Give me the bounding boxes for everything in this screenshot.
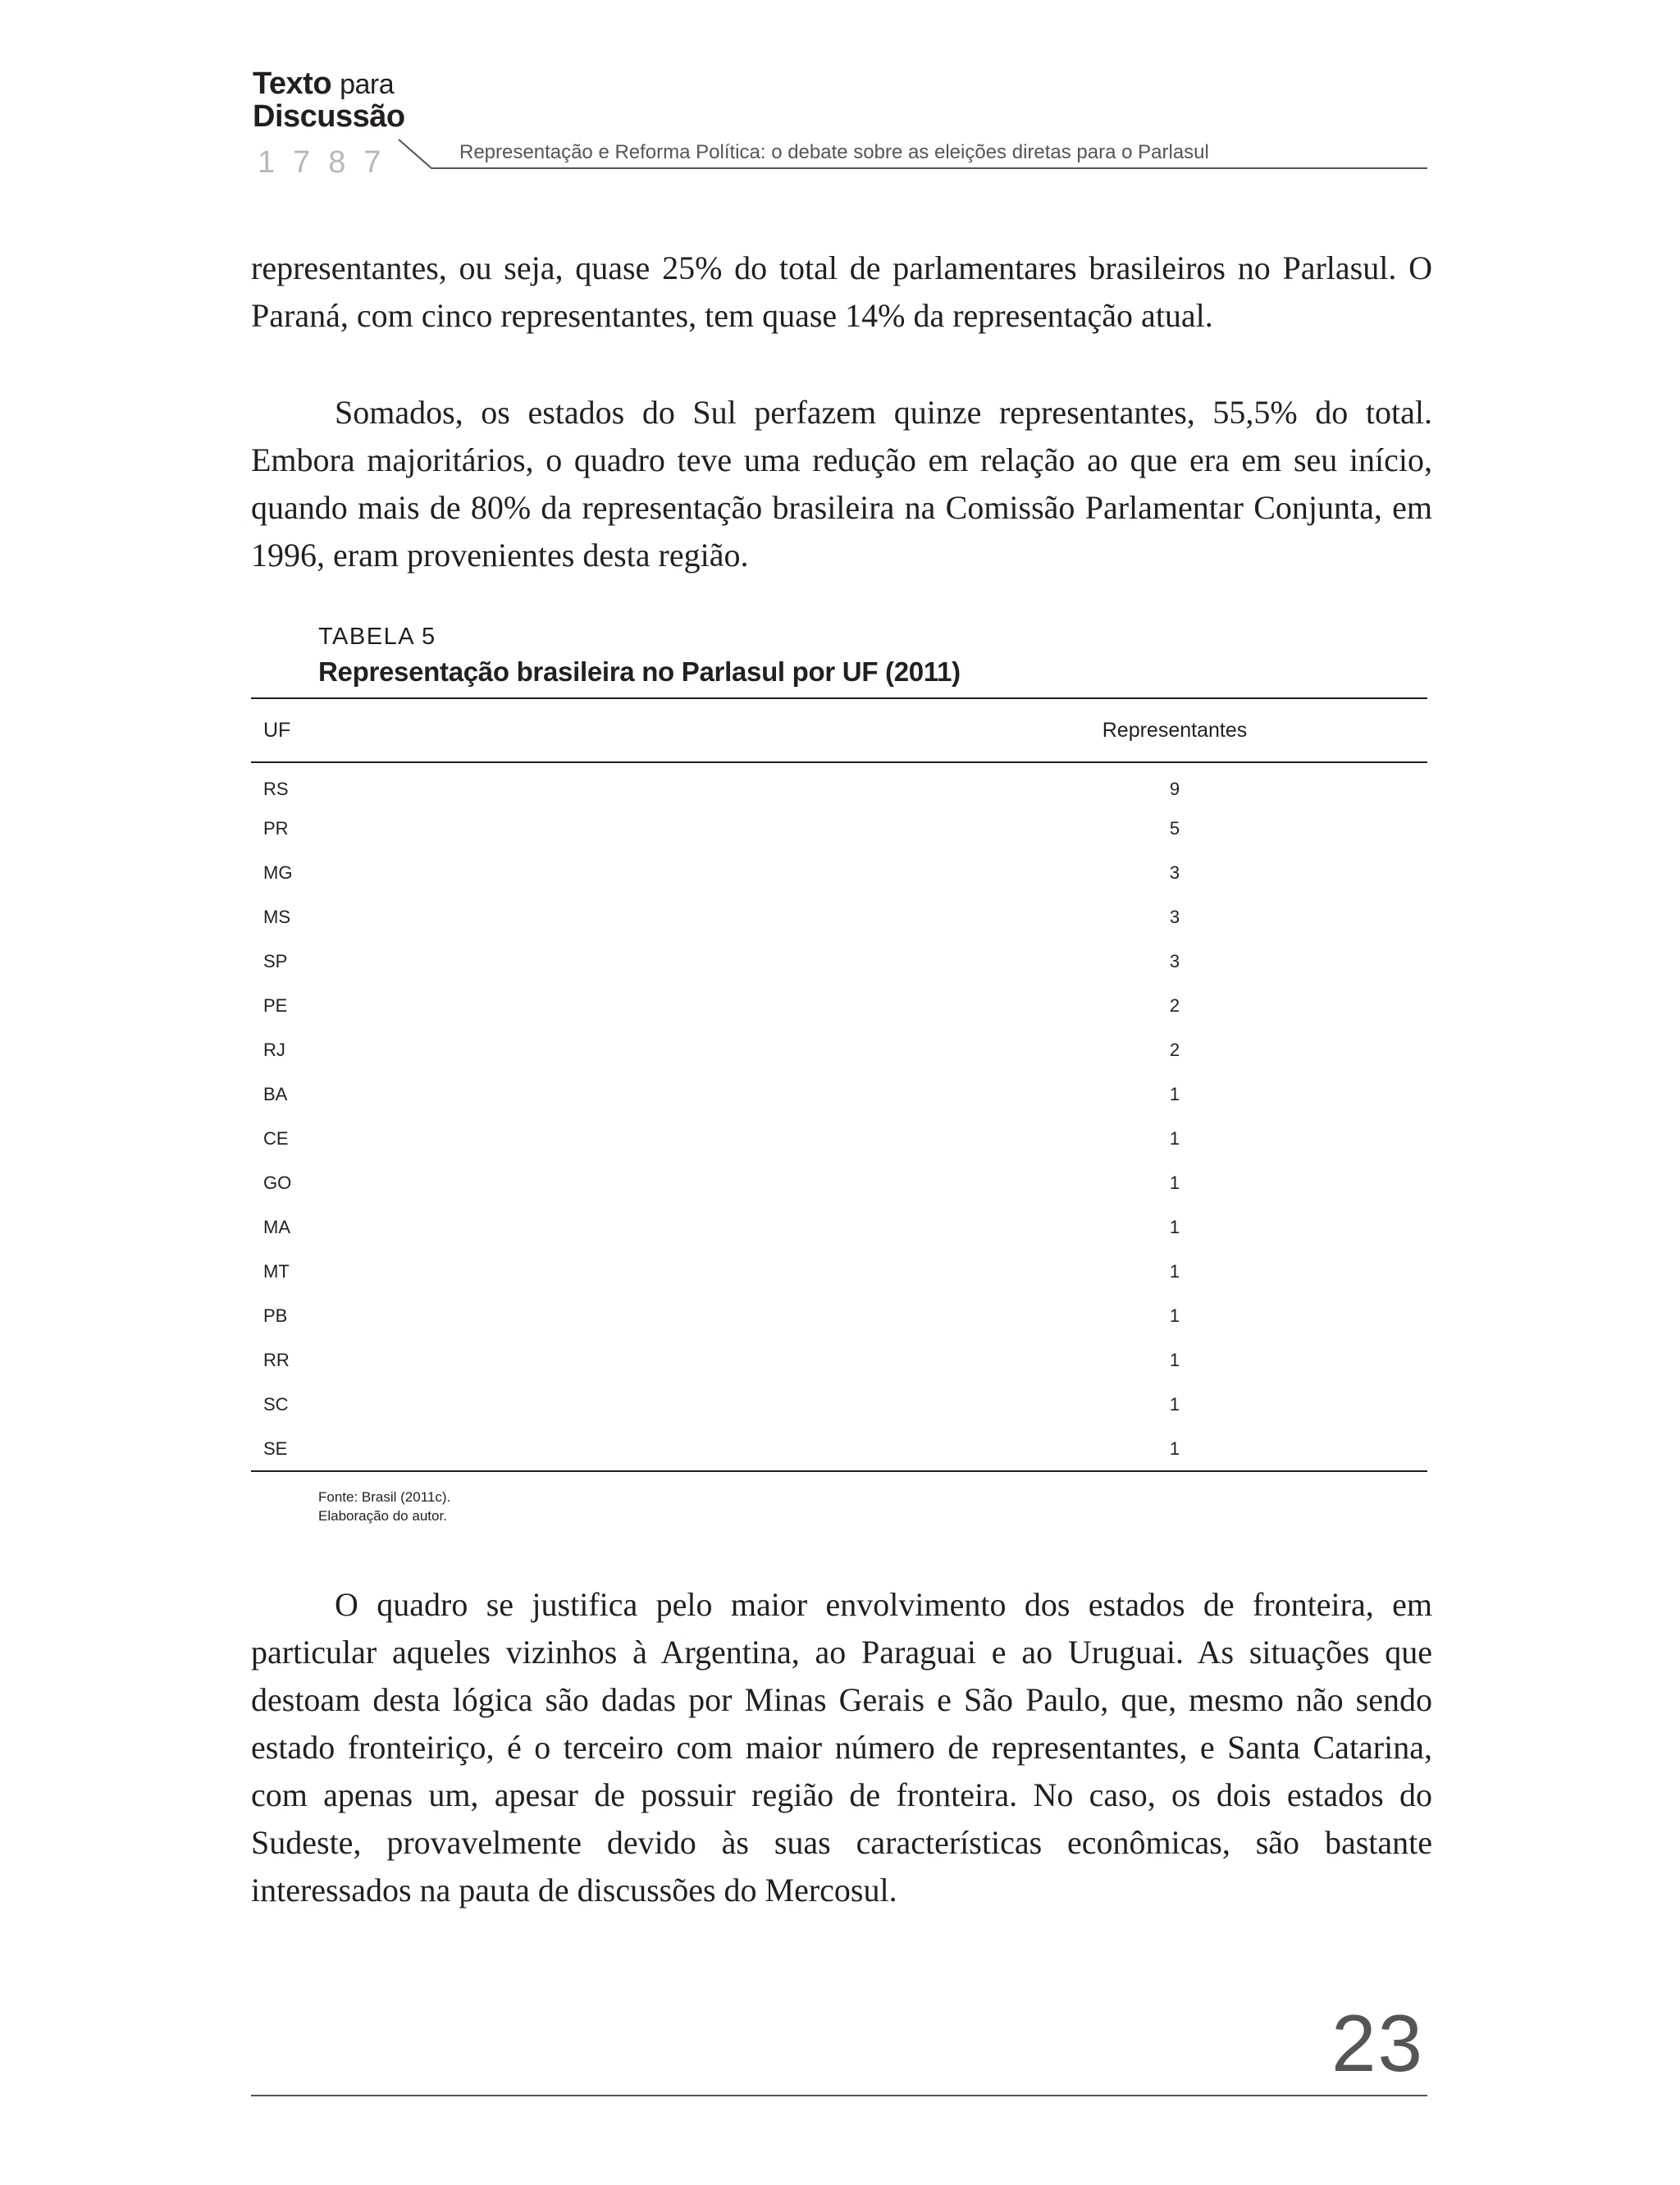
series-title-line2: Discussão: [253, 99, 405, 134]
table-row: [251, 1028, 1427, 1072]
cell-uf: SP: [263, 951, 288, 971]
cell-uf: GO: [263, 1172, 292, 1193]
cell-representantes: 1: [1169, 1350, 1180, 1370]
table-row: [251, 984, 1427, 1028]
cell-representantes: 2: [1169, 995, 1180, 1016]
table-row: [251, 939, 1427, 984]
cell-representantes: 9: [1169, 779, 1180, 799]
running-title: Representação e Reforma Política: o debate sobre as eleições diretas para o Parlasul: [459, 141, 1209, 163]
cell-representantes: 1: [1169, 1172, 1180, 1193]
paragraph-2-block: [251, 389, 1432, 579]
cell-representantes: 1: [1169, 1261, 1180, 1282]
table-row: [251, 807, 1427, 851]
cell-representantes: 1: [1169, 1217, 1180, 1237]
page-number: 23: [1331, 1998, 1424, 2088]
table-row: [251, 1427, 1427, 1471]
table-source-note: [318, 1488, 450, 1525]
column-header-representantes: Representantes: [1034, 698, 1427, 762]
table-elaboration-line: Elaboração do autor.: [318, 1508, 447, 1524]
series-title-word2: para: [340, 69, 395, 100]
issue-number: 1787: [258, 145, 399, 180]
cell-uf: CE: [263, 1128, 289, 1149]
cell-representantes: 3: [1169, 907, 1180, 927]
cell-uf: MA: [263, 1217, 290, 1237]
cell-uf: MS: [263, 907, 290, 927]
table-row: [251, 895, 1427, 939]
table-row: [251, 851, 1427, 895]
table-row: [251, 1072, 1427, 1117]
table-row: [251, 762, 1427, 807]
cell-uf: PR: [263, 818, 289, 839]
column-header-uf: UF: [251, 698, 1034, 762]
cell-uf: BA: [263, 1084, 288, 1104]
table-label: TABELA 5: [318, 624, 436, 650]
cell-representantes: 5: [1169, 818, 1180, 839]
cell-uf: MT: [263, 1261, 290, 1282]
cell-representantes: 1: [1169, 1394, 1180, 1415]
paragraph-1-block: [251, 245, 1432, 340]
cell-uf: MG: [263, 862, 293, 883]
cell-uf: SC: [263, 1394, 289, 1415]
table-row: [251, 1338, 1427, 1383]
cell-uf: RJ: [263, 1040, 285, 1060]
cell-representantes: 1: [1034, 1427, 1427, 1471]
table-row: [251, 1205, 1427, 1250]
cell-representantes: 2: [1169, 1040, 1180, 1060]
footer-rule: [251, 2095, 1427, 2096]
table-source-line: Fonte: Brasil (2011c).: [318, 1489, 451, 1505]
table-row: [251, 1383, 1427, 1427]
cell-uf: PB: [263, 1305, 288, 1326]
cell-representantes: 1: [1169, 1084, 1180, 1104]
table-row: [251, 1250, 1427, 1294]
data-table-container: [251, 697, 1427, 1472]
paragraph-2: Somados, os estados do Sul perfazem quinze representantes, 55,5% do total. Embora majoritários, o quadro teve uma redução em relação ao que era em seu início, quando mais de 80% da representação brasileira na Comissão Parlamentar Conjunta, em 1996, eram provenientes desta região.: [251, 394, 1432, 574]
table-title: Representação brasileira no Parlasul por UF (2011): [318, 656, 961, 687]
cell-representantes: 3: [1169, 951, 1180, 971]
paragraph-3-block: [251, 1581, 1432, 1914]
cell-uf: RS: [263, 779, 289, 799]
paragraph-1: representantes, ou seja, quase 25% do total de parlamentares brasileiros no Parlasul. O Paraná, com cinco representantes, tem quase 14% da representação atual.: [251, 249, 1432, 334]
table-row: [251, 1117, 1427, 1161]
table-header-row: [251, 698, 1427, 762]
cell-uf: RR: [263, 1350, 290, 1370]
table-row: [251, 1161, 1427, 1205]
cell-uf: PE: [263, 995, 288, 1016]
series-title-word1: Texto: [253, 66, 332, 101]
cell-representantes: 1: [1169, 1305, 1180, 1326]
cell-representantes: 1: [1169, 1128, 1180, 1149]
cell-representantes: 3: [1169, 862, 1180, 883]
table-row: [251, 1294, 1427, 1338]
cell-uf: SE: [251, 1427, 1034, 1471]
data-table: [251, 697, 1427, 1472]
paragraph-3: O quadro se justifica pelo maior envolvimento dos estados de fronteira, em particular aqueles vizinhos à Argentina, ao Paraguai e ao Uruguai. As situações que destoam desta lógica são dadas por Minas Gerais e São Paulo, que, mesmo não sendo estado fronteiriço, é o terceiro com maior número de representantes, e Santa Catarina, com apenas um, apesar de possuir região de fronteira. No caso, os dois estados do Sudeste, provavelmente devido às suas características econômicas, são bastante interessados na pauta de discussões do Mercosul.: [251, 1586, 1432, 1908]
